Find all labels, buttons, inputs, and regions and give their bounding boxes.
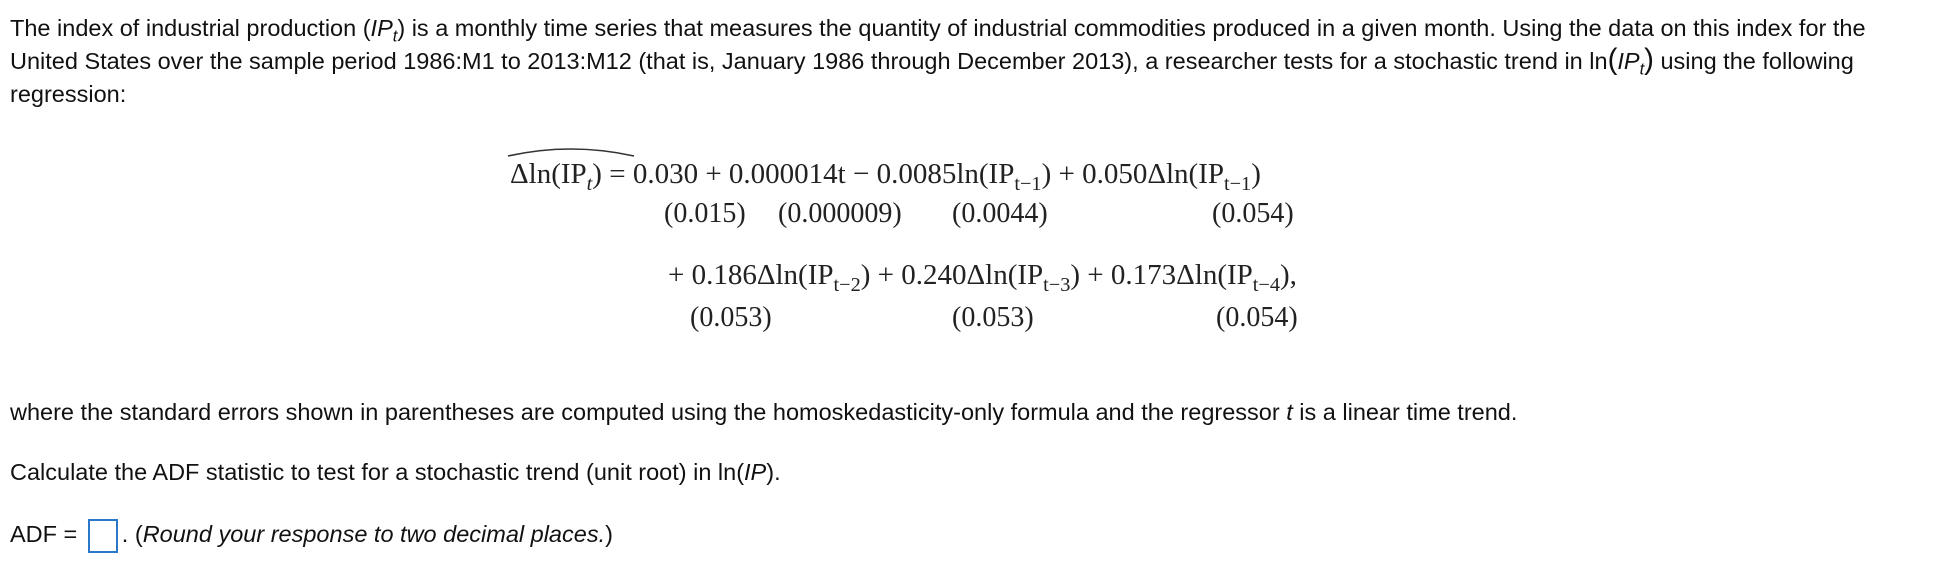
problem-intro xyxy=(10,12,1920,111)
eq-line1-a: = 0.030 + 0.000014t − 0.0085ln(IP xyxy=(609,158,1015,190)
se-2-lag4: (0.054) xyxy=(1216,302,1298,333)
question-text-3: ). xyxy=(766,459,781,485)
intro-text-3: using the following regression: xyxy=(10,48,1854,107)
adf-answer-input[interactable] xyxy=(88,519,118,553)
eq-line1-b: ) + 0.050Δln(IP xyxy=(1041,158,1224,190)
se-1-lag1: (0.054) xyxy=(1212,198,1294,229)
note-paragraph xyxy=(10,396,1920,429)
intro-text-1: The index of industrial production ( xyxy=(10,15,371,41)
se-1-trend: (0.000009) xyxy=(778,198,902,229)
se-1-const: (0.015) xyxy=(664,198,746,229)
hint-prefix: . ( xyxy=(121,521,143,547)
adf-label: ADF = xyxy=(10,521,78,547)
note-text-3: is a linear time trend. xyxy=(1292,399,1518,425)
eq-lhs-sub: t xyxy=(586,172,593,195)
equation-line-2: + $0.186\Delta\ln(IP_{t-2}) + 0.240\Delta\ln(IP_{t-3}) + 0.173\Delta\ln(IP_{t-4})$, xyxy=(668,259,1297,296)
question-paragraph xyxy=(10,456,1920,489)
hint-suffix: ) xyxy=(605,521,613,547)
eq-lag2: t−2 xyxy=(833,273,861,296)
se-2-lag2: (0.053) xyxy=(690,302,772,333)
intro-text-2: ) is a monthly time series that measures the quantity of industrial commodities produced in a given month. Using the data on this index for the United States over the sample period 1986:M1 to 2013:M12 (that is, January 1986 through December 2013), a researcher tests for a stochastic trend in ln xyxy=(10,15,1866,74)
hat-accent xyxy=(506,144,636,158)
eq-line2-b: ) + 0.240Δln(IP xyxy=(860,259,1044,291)
note-t-var: t xyxy=(1286,399,1293,425)
ip-var: IP xyxy=(370,15,393,41)
answer-row xyxy=(10,518,1920,553)
se-1-level: (0.0044) xyxy=(952,198,1048,229)
eq-lag1-b: t−1 xyxy=(1223,172,1252,195)
eq-line2-a: + 0.186Δln(IP xyxy=(668,259,834,291)
eq-line2-c: ) + 0.173Δln(IP xyxy=(1070,259,1253,291)
eq-lag3: t−3 xyxy=(1043,273,1071,296)
equation-line-1: $\Delta\ln(IP_t) = 0.030 + 0.000014t - 0.0085\ln(IP_{t-1}) + 0.050\Delta\ln(IP_{t-1})$ xyxy=(510,158,1261,195)
ip-var-2: IP xyxy=(1617,48,1640,74)
question-text-1: Calculate the ADF statistic to test for a stochastic trend (unit root) in ln( xyxy=(10,459,745,485)
rounding-hint: Round your response to two decimal places. xyxy=(142,521,606,547)
eq-lag4: t−4 xyxy=(1252,273,1281,296)
eq-lhs: Δln(IP xyxy=(510,158,587,190)
t-subscript-2: t xyxy=(1639,60,1645,79)
se-2-lag3: (0.053) xyxy=(952,302,1034,333)
paren-close: ) xyxy=(1644,43,1654,76)
t-subscript: t xyxy=(392,27,398,46)
question-ip-var: IP xyxy=(744,459,767,485)
eq-lag1-a: t−1 xyxy=(1014,172,1042,195)
note-text-1: where the standard errors shown in parentheses are computed using the homoskedasticity-only formula and the regressor xyxy=(10,399,1287,425)
paren-open: ( xyxy=(1607,43,1618,76)
